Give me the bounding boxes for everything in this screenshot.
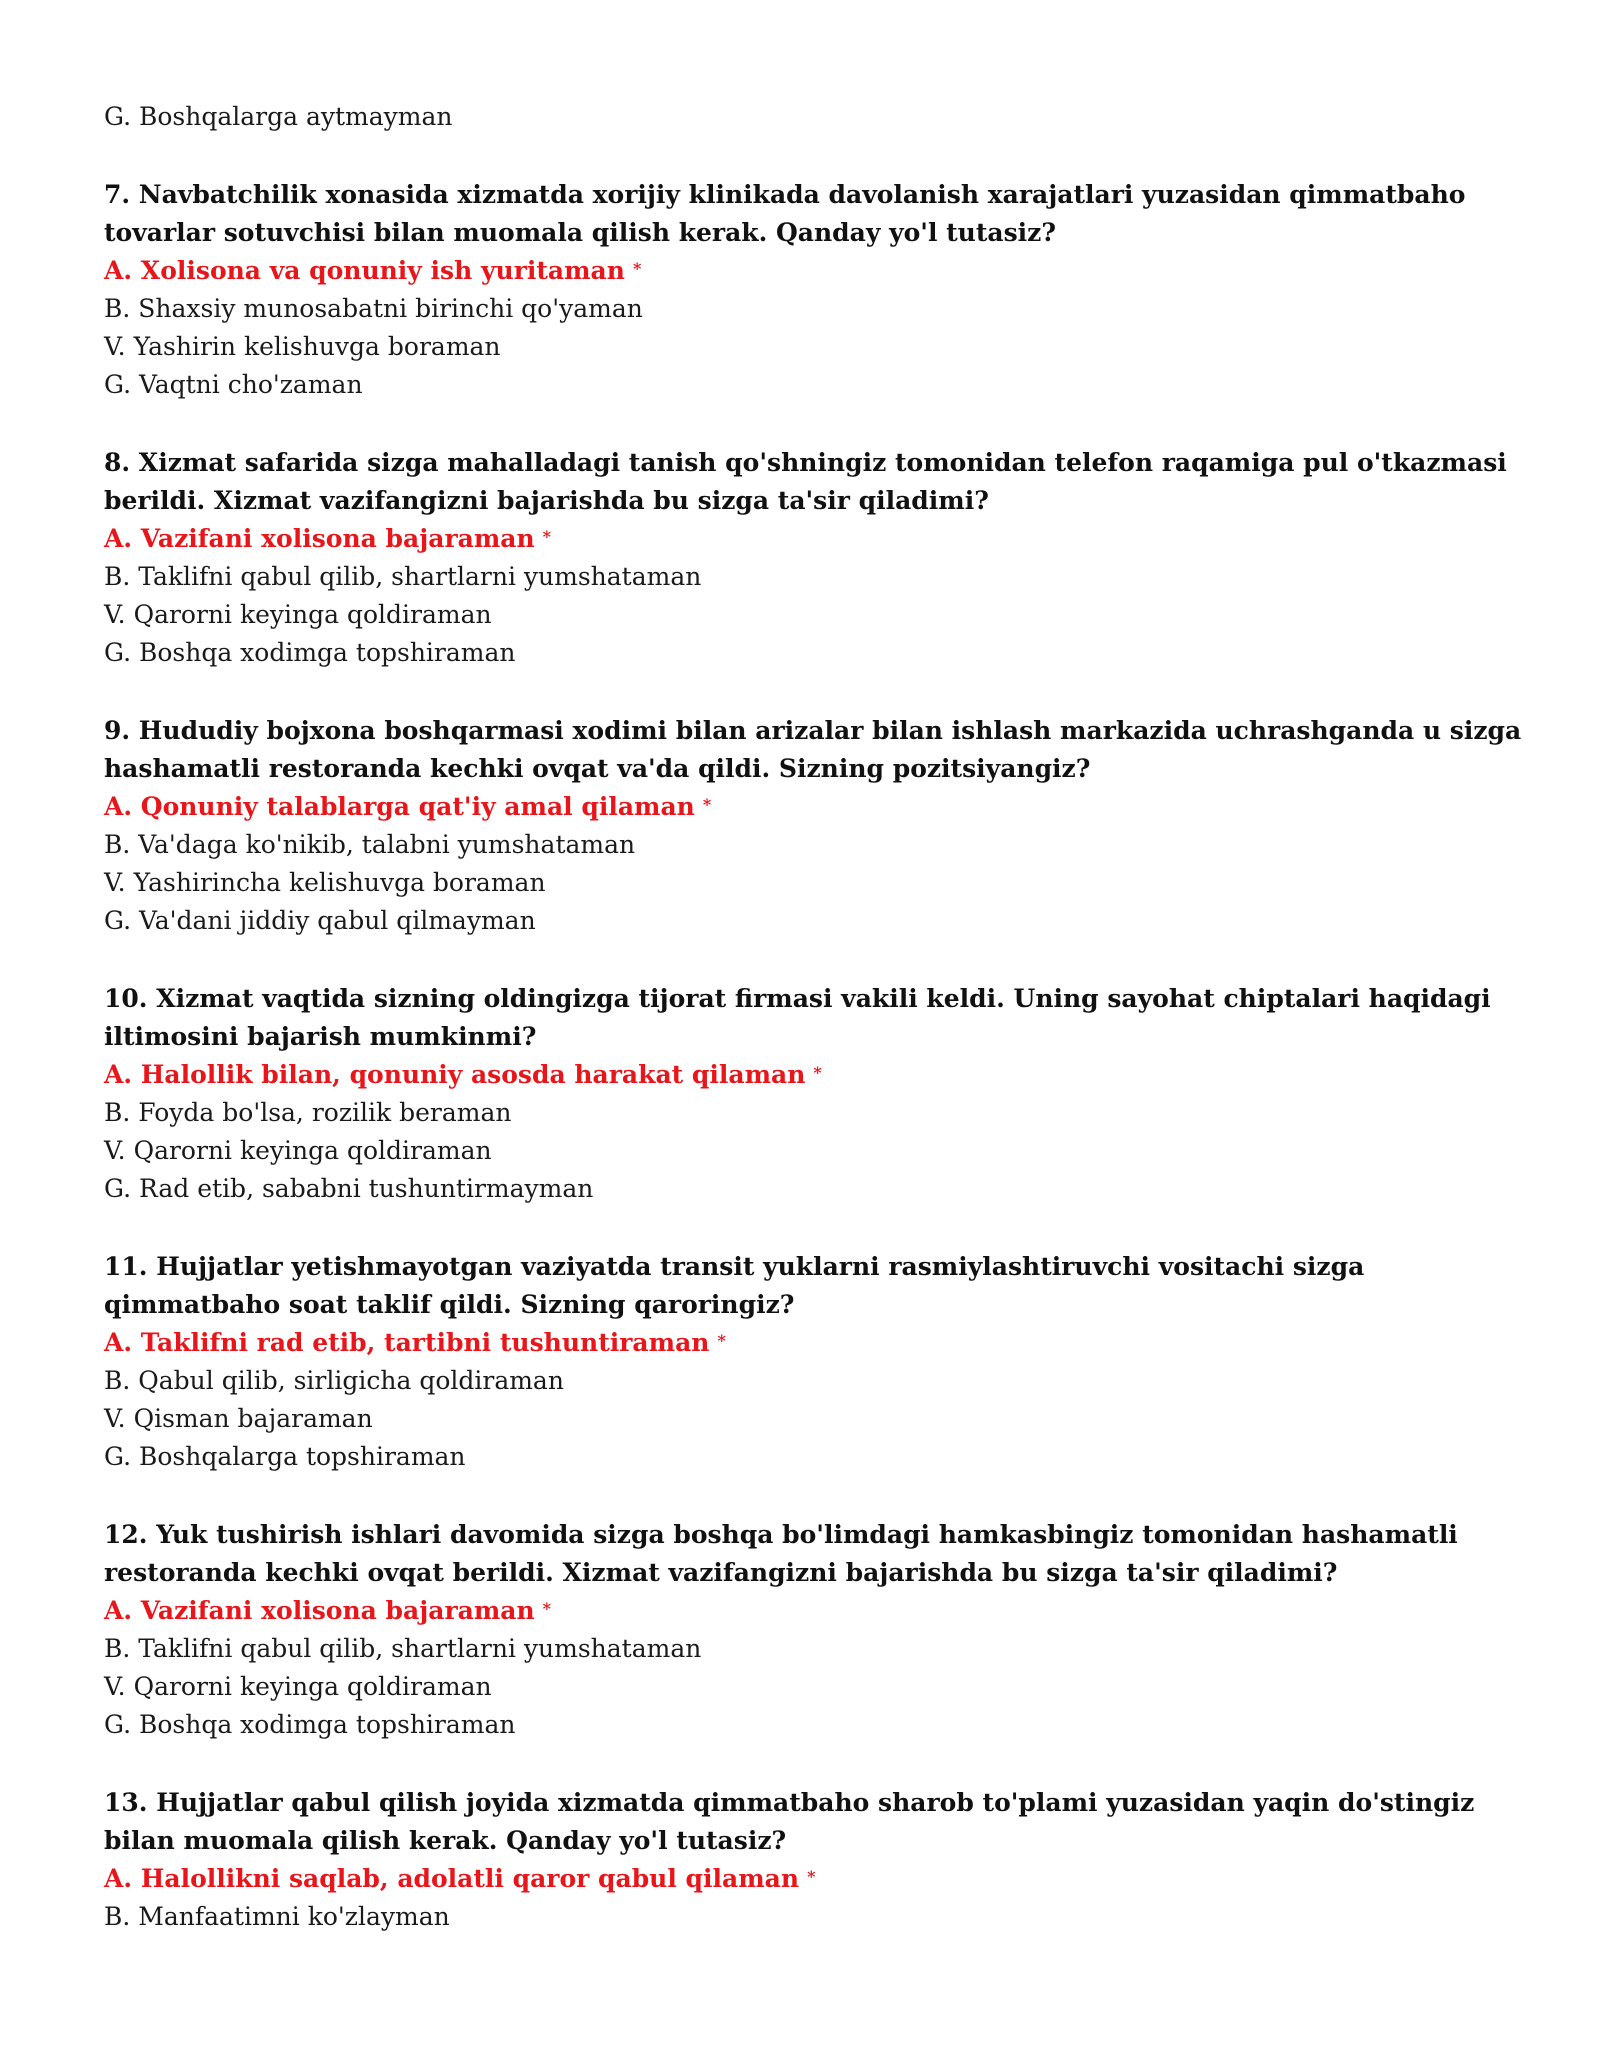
question-block (104, 1248, 1524, 1476)
question-block (104, 444, 1524, 672)
correct-marker: * (717, 1331, 726, 1350)
option-line: V. Yashirin kelishuvga boraman (104, 332, 501, 361)
correct-answer: A. Qonuniy talablarga qat'iy amal qilaman * (104, 792, 712, 821)
correct-answer: A. Vazifani xolisona bajaraman * (104, 524, 552, 553)
option-line: B. Taklifni qabul qilib, shartlarni yumshataman (104, 1634, 702, 1663)
option-line: G. Rad etib, sababni tushuntirmayman (104, 1174, 594, 1203)
question-text: 10. Xizmat vaqtida sizning oldingizga tijorat firmasi vakili keldi. Uning sayohat chiptalari haqidagi iltimosini bajarish mumkinmi? (104, 984, 1491, 1051)
correct-answer: A. Halollik bilan, qonuniy asosda harakat qilaman * (104, 1060, 822, 1089)
option-line: B. Foyda bo'lsa, rozilik beraman (104, 1098, 512, 1127)
question-text: 11. Hujjatlar yetishmayotgan vaziyatda transit yuklarni rasmiylashtiruvchi vositachi sizga qimmatbaho soat taklif qildi. Sizning qaroringiz? (104, 1252, 1365, 1319)
question-block (104, 1516, 1524, 1744)
question-block (104, 980, 1524, 1208)
correct-marker: * (813, 1063, 822, 1082)
option-line: G. Boshqa xodimga topshiraman (104, 638, 516, 667)
question-block (104, 1784, 1524, 1936)
option-line: V. Qarorni keyinga qoldiraman (104, 1136, 492, 1165)
question-text: 8. Xizmat safarida sizga mahalladagi tanish qo'shningiz tomonidan telefon raqamiga pul o'tkazmasi berildi. Xizmat vazifangizni bajarishda bu sizga ta'sir qiladimi? (104, 448, 1507, 515)
question-text: 13. Hujjatlar qabul qilish joyida xizmatda qimmatbaho sharob to'plami yuzasidan yaqin do'stingiz bilan muomala qilish kerak. Qanday yo'l tutasiz? (104, 1788, 1475, 1855)
correct-marker: * (632, 259, 642, 278)
option-line: G. Va'dani jiddiy qabul qilmayman (104, 906, 536, 935)
option-line: B. Qabul qilib, sirligicha qoldiraman (104, 1366, 564, 1395)
option-line: G. Vaqtni cho'zaman (104, 370, 363, 399)
correct-answer: A. Vazifani xolisona bajaraman * (104, 1596, 552, 1625)
option-line: G. Boshqa xodimga topshiraman (104, 1710, 516, 1739)
option-line: V. Qisman bajaraman (104, 1404, 373, 1433)
option-line: V. Qarorni keyinga qoldiraman (104, 1672, 492, 1701)
correct-marker: * (542, 1599, 552, 1618)
question-block (104, 176, 1524, 404)
correct-marker: * (807, 1867, 816, 1886)
correct-marker: * (702, 795, 712, 814)
correct-answer: A. Halollikni saqlab, adolatli qaror qabul qilaman * (104, 1864, 816, 1893)
option-line: B. Taklifni qabul qilib, shartlarni yumshataman (104, 562, 702, 591)
question-text: 9. Hududiy bojxona boshqarmasi xodimi bilan arizalar bilan ishlash markazida uchrashganda u sizga hashamatli restoranda kechki ovqat va'da qildi. Sizning pozitsiyangiz? (104, 716, 1522, 783)
option-line: V. Qarorni keyinga qoldiraman (104, 600, 492, 629)
correct-answer: A. Xolisona va qonuniy ish yuritaman * (104, 256, 642, 285)
option-line: V. Yashirincha kelishuvga boraman (104, 868, 546, 897)
option-line: B. Va'daga ko'nikib, talabni yumshataman (104, 830, 636, 859)
option-line: B. Manfaatimni ko'zlayman (104, 1902, 450, 1931)
option-line: G. Boshqalarga topshiraman (104, 1442, 466, 1471)
correct-answer: A. Taklifni rad etib, tartibni tushuntiraman * (104, 1328, 726, 1357)
option-line: B. Shaxsiy munosabatni birinchi qo'yaman (104, 294, 643, 323)
question-text: 7. Navbatchilik xonasida xizmatda xorijiy klinikada davolanish xarajatlari yuzasidan qimmatbaho tovarlar sotuvchisi bilan muomala qilish kerak. Qanday yo'l tutasiz? (104, 180, 1466, 247)
option-line: G. Boshqalarga aytmayman (104, 102, 453, 131)
question-text: 12. Yuk tushirish ishlari davomida sizga boshqa bo'limdagi hamkasbingiz tomonidan hashamatli restoranda kechki ovqat berildi. Xizmat vazifangizni bajarishda bu sizga ta'sir qiladimi? (104, 1520, 1458, 1587)
question-block (104, 712, 1524, 940)
correct-marker: * (542, 527, 552, 546)
document-page (104, 98, 1524, 1936)
